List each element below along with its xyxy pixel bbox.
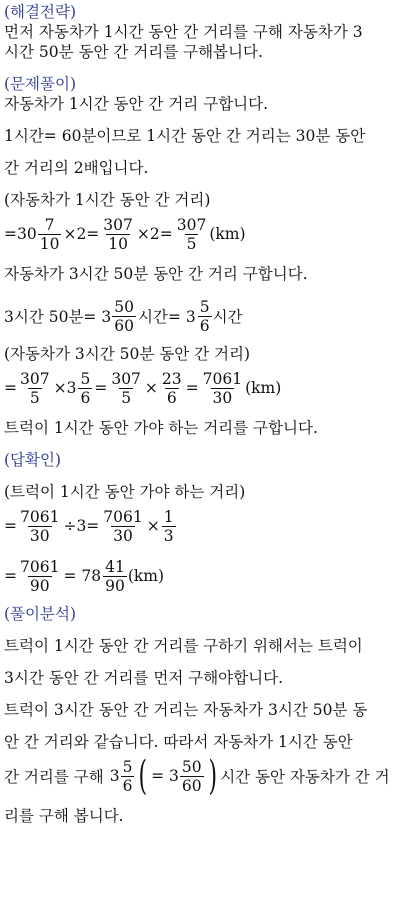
- eq3-num-1: 307: [20, 369, 50, 388]
- eq5-den-2: 90: [105, 576, 125, 595]
- inline-den-1: 6: [122, 776, 133, 795]
- equation-truck-2: [4, 556, 396, 596]
- eq4-den-2: 30: [113, 526, 133, 545]
- analysis-text-2: 3시간 동안 간 거리를 먼저 구해야합니다.: [4, 669, 283, 687]
- eq3-frac-1: [18, 370, 52, 407]
- eq4-num-3: 1: [163, 507, 174, 526]
- eq4-lead: =: [4, 517, 17, 535]
- equation-truck-1: [4, 506, 396, 546]
- eq1-num-2: 307: [103, 215, 133, 234]
- eq1-op-1: ×2=: [63, 225, 100, 243]
- eq1-den-1: 10: [39, 234, 60, 253]
- solution-text-5: 트럭이 1시간 동안 가야 하는 거리를 구합니다.: [4, 419, 318, 437]
- analysis-text-1: 트럭이 1시간 동안 간 거리를 구하기 위해서는 트럭이: [4, 637, 363, 655]
- eq3-op-3: ×: [144, 379, 158, 397]
- eq3-unit: (km): [245, 379, 282, 397]
- eq2-frac-2: [198, 298, 212, 335]
- eq1-den-2: 10: [108, 234, 128, 253]
- analysis-text-3: 트럭이 3시간 동안 간 거리는 자동차가 3시간 50분 동: [4, 701, 368, 719]
- eq5-frac-2: [103, 558, 127, 595]
- eq3-op-4: =: [185, 379, 199, 397]
- eq1-num-3: 307: [176, 215, 207, 234]
- eq4-den-3: 3: [163, 526, 174, 545]
- solution-text-2: 1시간= 60분이므로 1시간 동안 간 거리는 30분 동안: [4, 127, 366, 145]
- eq2-lead: 3시간 50분= 3: [4, 308, 112, 326]
- inline-den-2: 60: [181, 776, 202, 795]
- eq3-num-3: 307: [111, 369, 141, 388]
- eq5-den-1: 90: [29, 576, 50, 595]
- eq3-num-5: 7061: [202, 369, 243, 388]
- solution-header: (문제풀이): [4, 75, 76, 93]
- eq4-frac-2: [101, 508, 144, 545]
- inline-eq: = 3: [151, 767, 179, 785]
- eq1-frac-2: [101, 216, 135, 253]
- eq3-op-1: ×3: [53, 379, 77, 397]
- inline-num-1: 5: [122, 757, 133, 776]
- eq2-tail: 시간: [212, 308, 243, 326]
- eq5-num-2: 41: [105, 557, 125, 576]
- eq4-frac-3: [162, 508, 176, 545]
- eq4-den-1: 30: [29, 526, 50, 545]
- eq3-den-5: 30: [212, 388, 233, 407]
- eq5-frac-1: [18, 558, 61, 595]
- eq4-num-2: 7061: [103, 507, 143, 526]
- analysis-text-6: 리를 구해 봅니다.: [4, 807, 124, 825]
- eq2-num-1: 50: [114, 297, 134, 316]
- eq4-frac-1: [18, 508, 61, 545]
- eq3-num-4: 23: [161, 369, 182, 388]
- eq2-den-2: 6: [199, 316, 210, 335]
- analysis-text-5-pre: 간 거리를 구해: [4, 768, 104, 786]
- eq3-frac-5: [201, 370, 244, 407]
- eq2-mid: 시간= 3: [137, 308, 196, 326]
- eq2-den-1: 60: [114, 316, 134, 335]
- eq1-den-3: 5: [186, 234, 197, 253]
- car-3h-header: (자동차가 3시간 50분 동안 간 거리): [4, 345, 250, 363]
- eq4-num-1: 7061: [20, 507, 60, 526]
- solution-text-1: 자동차가 1시간 동안 간 거리 구합니다.: [4, 95, 269, 113]
- eq4-op-2: ×: [146, 517, 160, 535]
- analysis-text-5-post: 시간 동안 자동차가 간 거: [220, 768, 390, 786]
- eq3-den-4: 6: [166, 388, 177, 407]
- equation-car-3h: [4, 368, 396, 408]
- eq1-unit: (km): [209, 225, 246, 243]
- inline-frac-1: [121, 758, 135, 795]
- eq1-num-1: 7: [44, 215, 55, 234]
- inline-num-2: 50: [181, 757, 202, 776]
- eq5-op-1: = 78: [63, 567, 102, 585]
- eq3-den-2: 6: [80, 388, 91, 407]
- truck-1h-header: (트럭이 1시간 동안 가야 하는 거리): [4, 483, 246, 501]
- eq3-den-3: 5: [121, 388, 132, 407]
- strategy-text-1: 먼저 자동차가 1시간 동안 간 거리를 구해 자동차가 3: [4, 23, 363, 41]
- eq1-frac-3: [175, 216, 209, 253]
- car-1h-header: (자동차가 1시간 동안 간 거리): [4, 191, 211, 209]
- solution-text-3: 간 거리의 2배입니다.: [4, 159, 149, 177]
- eq3-op-2: =: [94, 379, 108, 397]
- inline-whole-1: 3: [109, 767, 120, 785]
- strategy-text-2: 시간 50분 동안 간 거리를 구해봅니다.: [4, 43, 263, 61]
- eq3-frac-4: [160, 370, 184, 407]
- equation-time: [4, 296, 396, 336]
- eq3-frac-2: [78, 370, 92, 407]
- analysis-text-5: [4, 754, 396, 798]
- strategy-header: (해결전략): [4, 3, 76, 21]
- right-paren: ): [208, 753, 217, 799]
- eq1-frac-1: [38, 216, 62, 253]
- eq5-num-1: 7061: [20, 557, 60, 576]
- eq3-num-2: 5: [80, 369, 91, 388]
- eq1-lead: =30: [4, 225, 37, 243]
- eq1-op-2: ×2=: [136, 225, 173, 243]
- eq3-den-1: 5: [29, 388, 40, 407]
- analysis-text-4: 안 간 거리와 같습니다. 따라서 자동차가 1시간 동안: [4, 733, 353, 751]
- eq2-frac-1: [112, 298, 136, 335]
- check-header: (답확인): [4, 451, 62, 469]
- analysis-header: (풀이분석): [4, 605, 76, 623]
- eq5-unit: (km): [127, 567, 165, 585]
- inline-frac-2: [180, 758, 204, 795]
- eq2-num-2: 5: [199, 297, 210, 316]
- left-paren: (: [138, 753, 148, 799]
- solution-text-4: 자동차가 3시간 50분 동안 간 거리 구합니다.: [4, 265, 308, 283]
- eq4-op-1: ÷3=: [63, 517, 100, 535]
- eq3-frac-3: [109, 370, 143, 407]
- equation-car-1h: [4, 214, 396, 254]
- eq5-lead: =: [4, 567, 17, 585]
- eq3-lead: =: [4, 379, 17, 397]
